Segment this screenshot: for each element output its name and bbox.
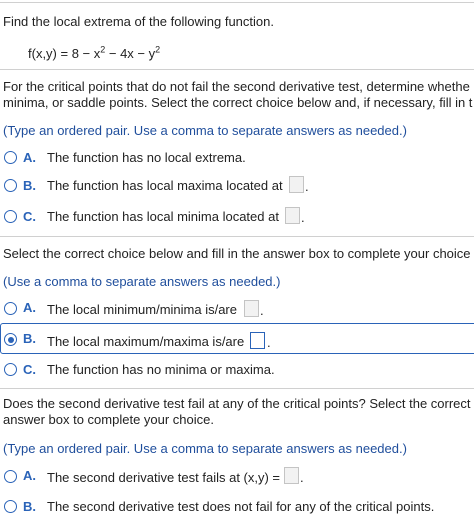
part2-option-b-period: .	[267, 335, 271, 350]
part1-option-b-radio[interactable]	[4, 179, 17, 192]
part1-option-a-text[interactable]: The function has no local extrema.	[47, 150, 246, 165]
function-prefix: f(x,y) = 8 − x	[28, 46, 101, 61]
part3-option-a-letter: A.	[23, 468, 36, 483]
part3-option-b-radio[interactable]	[4, 500, 17, 513]
function-middle: − 4x − y	[105, 46, 156, 61]
part2-option-a-radio[interactable]	[4, 302, 17, 315]
part2-option-a-letter: A.	[23, 300, 36, 315]
part1-option-c-answer-box[interactable]	[285, 207, 300, 224]
function-expression	[28, 46, 160, 62]
part3-option-a-answer-box[interactable]	[284, 467, 299, 484]
part2-prompt: Select the correct choice below and fill in the answer box to complete your choice	[3, 246, 471, 261]
part1-option-a-letter: A.	[23, 150, 36, 165]
function-exponent-2: 2	[155, 44, 161, 55]
top-divider	[0, 2, 474, 3]
part3-option-b-text[interactable]: The second derivative test does not fail for any of the critical points.	[47, 499, 435, 514]
part1-option-b-text[interactable]: The function has local maxima located at	[47, 178, 283, 193]
part2-option-b-letter: B.	[23, 331, 36, 346]
part3-option-a-period: .	[300, 470, 304, 485]
part1-option-a-radio[interactable]	[4, 151, 17, 164]
part2-option-a-answer-box[interactable]	[244, 300, 259, 317]
part2-option-b-answer-box[interactable]	[250, 332, 265, 349]
part3-prompt-line1: Does the second derivative test fail at any of the critical points? Select the correct	[3, 396, 471, 411]
part2-option-a-period: .	[260, 303, 264, 318]
part2-option-b-radio[interactable]	[4, 333, 17, 346]
part1-option-c-text[interactable]: The function has local minima located at	[47, 209, 279, 224]
part3-hint: (Type an ordered pair. Use a comma to separate answers as needed.)	[3, 441, 407, 456]
part3-option-b-letter: B.	[23, 499, 36, 514]
question-instruction: Find the local extrema of the following function.	[3, 14, 274, 29]
section-divider-2	[0, 236, 474, 237]
part1-hint: (Type an ordered pair. Use a comma to separate answers as needed.)	[3, 123, 407, 138]
part1-option-b-letter: B.	[23, 178, 36, 193]
part2-hint: (Use a comma to separate answers as needed.)	[3, 274, 281, 289]
section-divider-1	[0, 69, 474, 70]
part1-prompt-line2: minima, or saddle points. Select the correct choice below and, if necessary, fill in t	[3, 95, 473, 110]
part2-option-c-text[interactable]: The function has no minima or maxima.	[47, 362, 275, 377]
part3-option-a-text[interactable]: The second derivative test fails at (x,y) =	[47, 470, 281, 485]
part2-option-c-letter: C.	[23, 362, 36, 377]
part1-option-c-letter: C.	[23, 209, 36, 224]
part2-option-c-radio[interactable]	[4, 363, 17, 376]
part1-option-b-period: .	[305, 179, 309, 194]
part1-prompt-line1: For the critical points that do not fail the second derivative test, determine whethe	[3, 79, 470, 94]
part2-option-b-text[interactable]: The local maximum/maxima is/are	[47, 334, 245, 349]
part1-option-c-radio[interactable]	[4, 210, 17, 223]
part1-option-c-period: .	[301, 210, 305, 225]
part1-option-b-answer-box[interactable]	[289, 176, 304, 193]
section-divider-3	[0, 388, 474, 389]
part3-prompt-line2: answer box to complete your choice.	[3, 412, 214, 427]
part3-option-a-radio[interactable]	[4, 470, 17, 483]
part2-option-a-text[interactable]: The local minimum/minima is/are	[47, 302, 237, 317]
function-exponent-1: 2	[100, 44, 106, 55]
